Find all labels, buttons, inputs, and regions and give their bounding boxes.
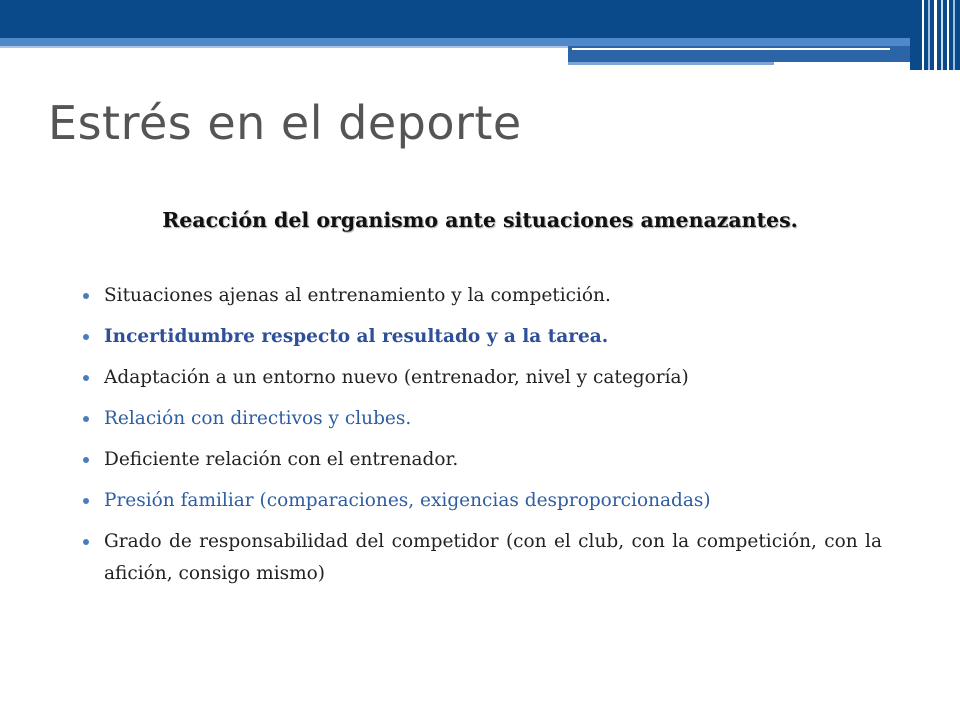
bullet-text: Grado de responsabilidad del competidor (con el club, con la competición, con la afición, consigo mismo) bbox=[104, 531, 882, 584]
bullet-text: Situaciones ajenas al entrenamiento y la competición. bbox=[104, 285, 611, 306]
bullet-dot-icon bbox=[83, 334, 89, 340]
bullet-dot-icon bbox=[83, 293, 89, 299]
bullet-dot-icon bbox=[83, 416, 89, 422]
bullet-list bbox=[82, 280, 882, 599]
bullet-text: Presión familiar (comparaciones, exigencias desproporcionadas) bbox=[104, 490, 711, 511]
bullet-item bbox=[82, 362, 882, 394]
bullet-item bbox=[82, 485, 882, 517]
bullet-dot-icon bbox=[83, 498, 89, 504]
bullet-text: Relación con directivos y clubes. bbox=[104, 408, 412, 429]
slide-title: Estrés en el deporte bbox=[48, 96, 522, 150]
bullet-text: Adaptación a un entorno nuevo (entrenador, nivel y categoría) bbox=[104, 367, 689, 388]
bullet-dot-icon bbox=[83, 457, 89, 463]
bullet-text: Deficiente relación con el entrenador. bbox=[104, 449, 459, 470]
bullet-item bbox=[82, 280, 882, 312]
bullet-dot-icon bbox=[83, 539, 89, 545]
bullet-text: Incertidumbre respecto al resultado y a la tarea. bbox=[104, 326, 609, 347]
bullet-dot-icon bbox=[83, 375, 89, 381]
slide-subtitle: Reacción del organismo ante situaciones amenazantes. bbox=[162, 208, 798, 232]
bullet-item bbox=[82, 526, 882, 590]
header-decoration-bar bbox=[0, 0, 960, 70]
bullet-item bbox=[82, 444, 882, 476]
bullet-item bbox=[82, 321, 882, 353]
bullet-item bbox=[82, 403, 882, 435]
